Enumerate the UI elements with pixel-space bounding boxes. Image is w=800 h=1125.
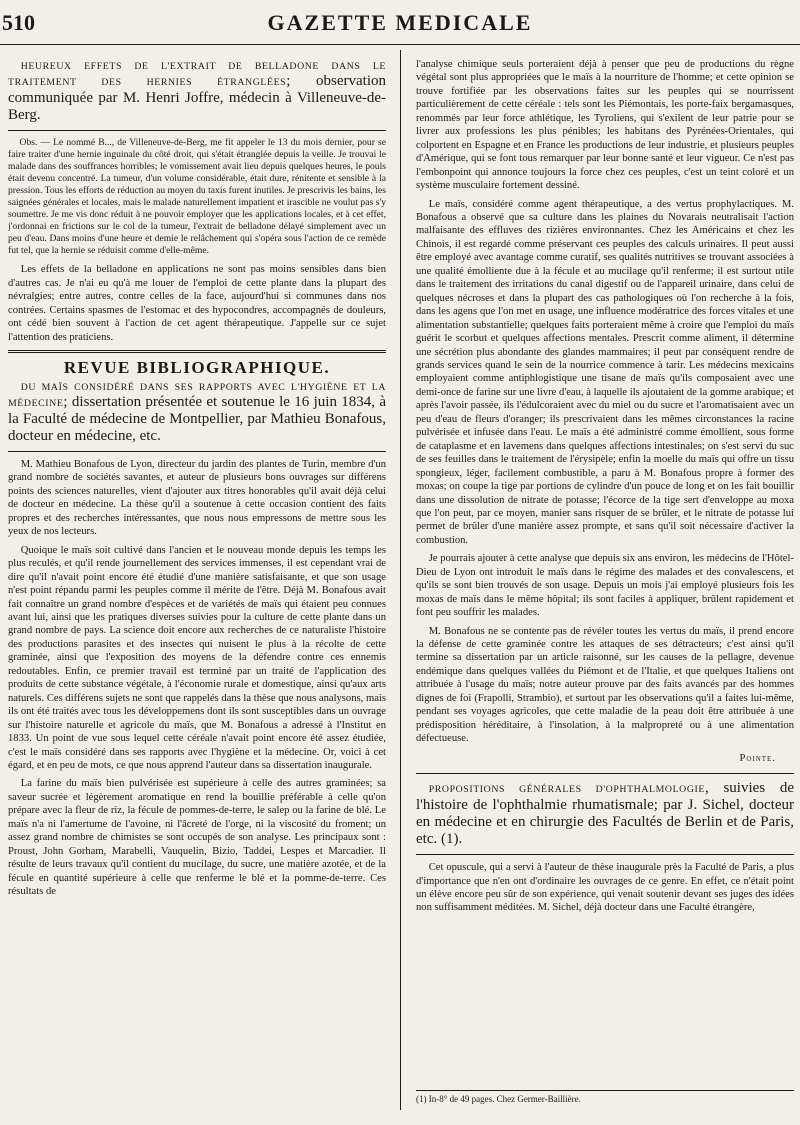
title-rule: [8, 130, 386, 131]
footnote: (1) In-8° de 49 pages. Chez Germer-Baillière.: [416, 1090, 794, 1104]
article-belladone-paragraph: Les effets de la belladone en applications ne sont pas moins sensibles dans bien d'autres cas. Je n'ai eu qu'à me louer de l'emploi de cette plante dans la plupart des névralgies; entre autres, contre celles de la face, aujourd'hui si communes dans nos contrées. Certains spasmes de l'estomac et des hypocondres, accompagnés de douleurs, ont cédé bien souvent à l'action de cet agent thérapeutique. J'appelle sur ce sujet l'attention des praticiens.: [8, 264, 386, 343]
article-mais-title-rest: ; dissertation présentée et soutenue le 16 juin 1834, à la Faculté de médecine de Montpellier, par Mathieu Bonafous, docteur en médecine, etc.: [8, 393, 386, 444]
article-mais-paragraph-7: M. Bonafous ne se contente pas de révéler toutes les vertus du maïs, il prend encore la défense de cette graminée contre les attaques de ses détracteurs; c'est ainsi qu'il termine sa dissertation par un article raisonné, sur les causes de la pellagre, devenue endémique dans quelques vallées du Piémont et de l'Italie, et que quelques Italiens ont attribuée à l'usage du maïs; notre auteur prouve par des faits avancés par des hommes dignes de foi (Frapolli, Strambio), et surtout par les observations qu'il a faites lui-même, pendant ses voyages agricoles, que cette maladie de la peau doit être attribuée à une prédisposition héréditaire, à l'insolation, à la malpropreté ou à une alimentation défectueuse.: [416, 625, 794, 745]
article-ophthalmologie-title-rest: , suivies de l'histoire de l'ophthalmie rhumatismale; par J. Sichel, docteur en médecine et en chirurgie des Facultés de Berlin et de Paris, etc. (1).: [416, 780, 794, 848]
article-mais-paragraph-4: l'analyse chimique seuls porteraient déjà à penser que peu de productions du règne végétal sont plus appropriées que le maïs à la nourriture de l'homme; et cette opinion se trouve fortifiée par les observations faites sur les peuples qui se nourrissent particulièrement de cette céréale : tels sont les Piémontais, les porte-faix bergamasques, renommés par leur force athlétique, les Tyroliens, qui s'exilent de leur patrie pour se livrer aux professions les plus pénibles; les habitans des Pyrénées-Orientales, qui colportent en Espagne et en France les productions de leur industrie, et plusieurs peuples d'Amérique, qui se font tous remarquer par leur bonne santé et leur vigueur. Ce n'est pas l'embonpoint qui annonce toujours la force chez ces peuples, c'est un teint coloré et un système musculaire fortement dessiné.: [416, 59, 794, 192]
journal-title: GAZETTE MEDICALE: [267, 10, 533, 35]
section-rule: [8, 350, 386, 353]
article-mais-title-caps: DU MAÏS CONSIDÉRÉ DANS SES RAPPORTS AVEC L'HYGIÈNE ET LA MÉDECINE: [8, 381, 386, 409]
column-divider: [400, 50, 401, 1110]
right-column: [416, 58, 794, 1086]
title-rule: [8, 451, 386, 452]
article-mais-paragraph-3: La farine du maïs bien pulvérisée est supérieure à celle des autres graminées; sa saveur sucrée et légèrement aromatique en rend la bouillie préférable à celle qu'on prépare avec la fleur de riz, la fécule de pommes-de-terre, le salep ou la farine de blé. Le maïs n'a ni l'amertume de l'avoine, ni l'âcreté de l'orge, ni la viscosité du froment; un assez grand nombre de chimistes se sont occupés de son analyse. Les principaux sont : Proust, John Gorham, Marabelli, Vauquelin, Bizio, Taddei, Lespes et Marcadier. Il résulte de leurs travaux qu'il contient du mucilage, du sucre, une matière azotée, et de la fécule en quantité supérieure à celle que renferme le blé et la pomme-de-terre. Ces résultats de: [8, 778, 386, 898]
page-number: 510: [2, 10, 35, 35]
title-rule: [416, 854, 794, 855]
article-belladone-title-caps: HEUREUX EFFETS DE L'EXTRAIT DE BELLADONE DANS LE TRAITEMENT DES HERNIES ÉTRANGLÉES: [8, 61, 386, 89]
article-belladone-observation: Obs. — Le nommé B..., de Villeneuve-de-Berg, me fit appeler le 13 du mois dernier, pour se faire traiter d'une hernie inguinale du côté droit, qui s'était étranglée depuis la veille. Je trouvai le malade dans des souffrances horribles; le vomissement avait lieu depuis quelques heures, le pouls était devenu concentré. La tumeur, d'un volume considérable, était dure, rénitente et sensible à la pression. Tous les efforts de réduction au moyen du taxis furent inutiles. Je prescrivis les bains, les saignées générales et locales, mais le malade naturellement impatient et irascible ne voulut pas s'y soumettre. Je me vis donc réduit à ne pouvoir employer que les applications locales, et à cet effet, j'ordonnai en frictions sur le col de la tumeur, l'extrait de belladone délayé simplement avec un peu d'eau. Dans moins d'une heure et demie le relâchement qui s'opéra sous l'action de ce remède fut tel, que la hernie se réduisit comme d'elle-même.: [8, 137, 386, 257]
article-ophthalmologie-paragraph-1: Cet opuscule, qui a servi à l'auteur de thèse inaugurale près la Faculté de Paris, a plus d'importance que n'en ont d'ordinaire les ouvrages de ce genre. En effet, ce n'était point un élève encore peu sûr de son expérience, qui venait soutenir devant ses juges des idées non suffisamment méditées. M. Sichel, déjà docteur dans une Faculté étrangère,: [416, 862, 794, 914]
author-signature: Pointe.: [739, 752, 776, 764]
article-belladone-title-rest: ; observation communiquée par M. Henri Joffre, médecin à Villeneuve-de-Berg.: [8, 73, 386, 124]
article-ophthalmologie-title-caps: PROPOSITIONS GÉNÉRALES D'OPHTHALMOLOGIE: [428, 784, 705, 796]
article-mais-paragraph-1: M. Mathieu Bonafous de Lyon, directeur du jardin des plantes de Turin, membre d'un grand nombre de sociétés savantes, et auteur de plusieurs bons ouvrages sur différens points des sciences naturelles, vient d'ajouter aux titres honorables qu'il avait déjà celui de docteur en médecine. La thèse qu'il a soutenue à cette occasion contient des faits propres et des recherches intéressantes, que nous nous empressons de mettre sous les yeux de nos lecteurs.: [8, 458, 386, 538]
article-mais-paragraph-5: Le maïs, considéré comme agent thérapeutique, a des vertus prophylactiques. M. Bonafous a observé que sa culture dans les plaines du Novarais neutralisait l'action malfaisante des effluves des rizières environnantes. Chez les Américains et chez les Chinois, il est regardé comme préservant ces peuples des calculs urinaires. Il peut aussi être employé avec avantage comme curatif, ses qualités nutritives se trouvant associées à une qualité émolliente due à la fécule et au mucilage qu'il renferme; il est surtout utile dans le traitement des irritations du canal digestif ou de l'appareil urinaire, dans celui de quelques nécroses et dans la plupart des cas pathologiques où l'on recherche à la fois, dans les agens que l'on met en usage, une influence modératrice des forces vitales et une alimentation substantielle; quelques faits porteraient même à croire que l'emploi du maïs guérit le scorbut et quelques affections mentales. Prescrit comme aliment, il détermine une sécrétion plus abondante des glandes mammaires; il peut par conséquent rendre de grands services quand le sein de la nourrice commence à tarir. Les médecins mexicains employaient comme antiphlogistique une tisane de maïs qu'ils composaient avec une demi-once de farine sur une livre d'eau, à laquelle ils ajoutaient de la gomme arabique; et après l'avoir passée, ils l'édulcoraient avec du miel ou du sucre et l'aromatisaient avec un peu d'eau de fleurs d'oranger; ils prescrivaient dans les mêmes circonstances la racine pulvérisée et infusée dans l'eau. Le maïs a été administré comme émollient, sous forme de cataplasme et en lavemens dans quelques affections intestinales; on s'est servi du suc de ses feuilles dans le traitement de l'érysipèle; enfin la moelle du maïs qui offre un tissu spongieux, léger, facilement combustible, a paru à M. Bonafous propre à former des moxas; on coupe la tige par portions de cylindre d'un pouce de long et on les fait bouillir dans une dissolution de nitrate de potasse; l'écorce de la tige sert d'enveloppe au moxa que l'on peut, par ce moyen, manier sans risquer de se brûler, et le nitrate de potasse lui permet de brûler d'une manière assez prompte, et sans qu'il soit nécessaire d'activer la combustion.: [416, 198, 794, 546]
article-ophthalmologie-title: [416, 780, 794, 848]
article-belladone-title: [8, 60, 386, 124]
page-header: [0, 8, 800, 45]
left-column: [8, 58, 386, 1116]
article-mais-title: [8, 381, 386, 445]
article-mais-paragraph-6: Je pourrais ajouter à cette analyse que depuis six ans environ, les médecins de l'Hôtel-Dieu de Lyon ont introduit le maïs dans le régime des malades et des convalescens, et qu'ils se sont bien trouvés de son usage. Depuis un mois j'ai employé plusieurs fois les moxas de maïs dans le même hôpital; ils sont faciles à appliquer, brûlent rapidement et font peu souffrir les malades.: [416, 553, 794, 619]
article-mais-paragraph-2: Quoique le maïs soit cultivé dans l'ancien et le nouveau monde depuis les temps les plus reculés, et qu'il rende journellement des services immenses, il est cependant vrai de dire qu'il n'avait point encore été étudié d'une manière satisfaisante, et que son usage n'est point répandu parmi les peuples comme il mérite de l'être. Déjà M. Bonafous avait fait connaître un grand nombre d'espèces et de variétés de maïs qui étaient peu connues avant lui, ainsi que les pratiques diverses suivies pour la culture de cette plante dans un grand nombre de pays. La science doit encore aux recherches de ce naturaliste l'histoire des productions parasites et des insectes qui nuisent le plus à la récolte de cette graminée, ainsi que l'exposition des moyens de la défendre contre ces ennemis redoutables. Enfin, ce premier travail est terminé par un traité de l'application des produits de cette substance végétale, à l'économie rurale et domestique, ainsi qu'aux arts naturels. Ces différens sujets ne sont que rappelés dans la thèse que nous analysons, mais ils ont été traités avec tous les développemens dont ils sont susceptibles dans un ouvrage sur l'histoire naturelle et agricole du maïs, que M. Bonafous a adressé à l'Institut en 1833. Un point de vue sous lequel cette céréale n'avait point encore été assez étudiée, c'est le maïs considéré dans ses rapports avec l'hygiène et la médecine. Or, voici à cet égard, et en peu de mots, ce que nous apprend l'auteur dans sa dissertation inaugurale.: [8, 544, 386, 771]
section-title: REVUE BIBLIOGRAPHIQUE.: [63, 358, 331, 378]
article-separator: [416, 773, 794, 774]
